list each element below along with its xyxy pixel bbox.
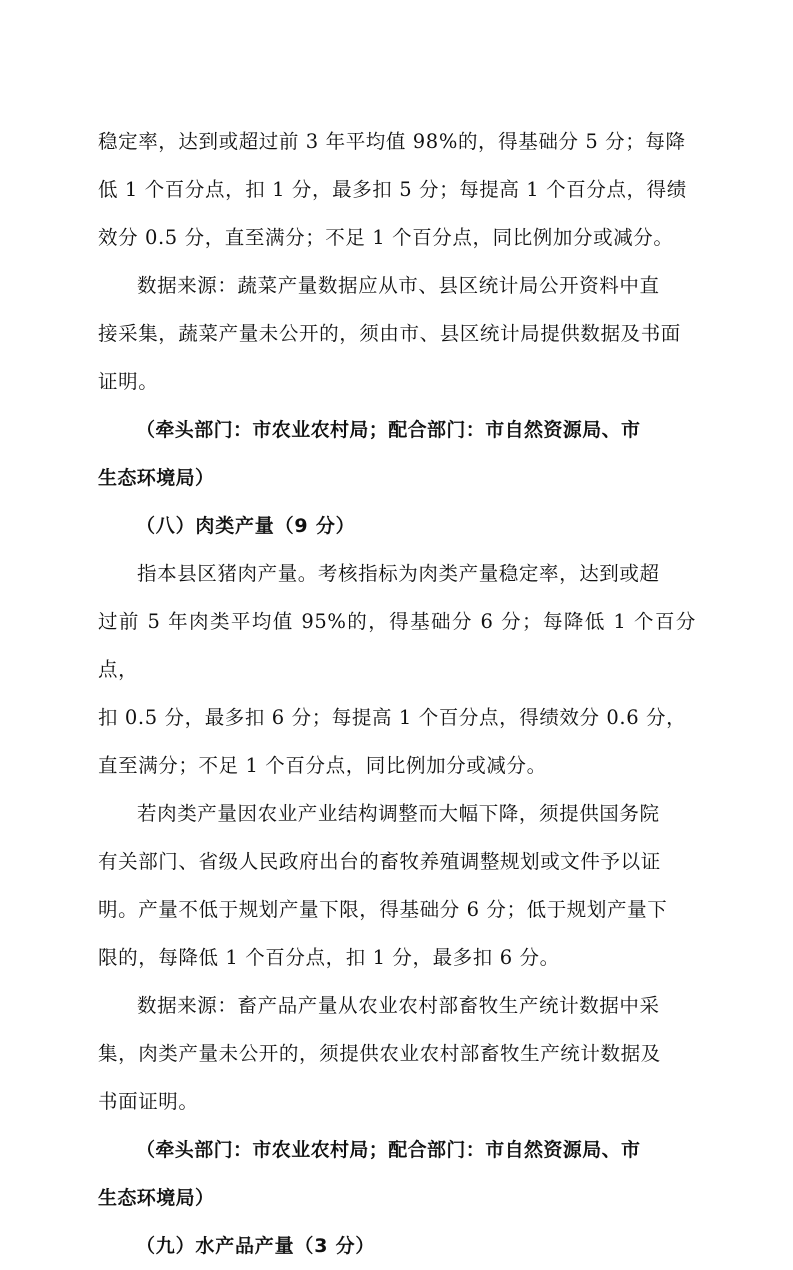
text-line: 集，肉类产量未公开的，须提供农业农村部畜牧生产统计数据及 xyxy=(98,1042,661,1065)
text-line: 限的，每降低 1 个百分点，扣 1 分，最多扣 6 分。 xyxy=(98,946,560,969)
paragraph-meat-scoring xyxy=(98,550,696,790)
paragraph-meat-adjustment xyxy=(98,790,696,982)
document-body xyxy=(98,118,696,1270)
paragraph-vegetable-scoring xyxy=(98,118,696,262)
paragraph-responsible-departments xyxy=(98,1126,696,1222)
text-line: （牵头部门：市农业农村局；配合部门：市自然资源局、市 xyxy=(136,1139,641,1161)
text-line: 直至满分；不足 1 个百分点，同比例加分或减分。 xyxy=(98,754,547,777)
text-line: 扣 0.5 分，最多扣 6 分；每提高 1 个百分点，得绩效分 0.6 分， xyxy=(98,706,687,729)
text-line: 生态环境局） xyxy=(98,467,215,489)
text-line: 有关部门、省级人民政府出台的畜牧养殖调整规划或文件予以证 xyxy=(98,850,661,873)
text-line: （牵头部门：市农业农村局；配合部门：市自然资源局、市 xyxy=(136,419,641,441)
section-heading-aquatic-output xyxy=(98,1222,696,1270)
text-line: 生态环境局） xyxy=(98,1187,215,1209)
text-line: 效分 0.5 分，直至满分；不足 1 个百分点，同比例加分或减分。 xyxy=(98,226,674,249)
text-line: 证明。 xyxy=(98,370,159,393)
text-line: 若肉类产量因农业产业结构调整而大幅下降，须提供国务院 xyxy=(137,802,660,825)
text-line: 数据来源：畜产品产量从农业农村部畜牧生产统计数据中采 xyxy=(137,994,660,1017)
heading-text: （八）肉类产量（9 分） xyxy=(136,515,356,537)
text-line: 低 1 个百分点，扣 1 分，最多扣 5 分；每提高 1 个百分点，得绩 xyxy=(98,178,687,201)
text-line: 稳定率，达到或超过前 3 年平均值 98%的，得基础分 5 分；每降 xyxy=(98,130,686,153)
heading-text: （九）水产品产量（3 分） xyxy=(136,1235,376,1257)
paragraph-responsible-departments xyxy=(98,406,696,502)
paragraph-meat-data-source xyxy=(98,982,696,1126)
text-line: 书面证明。 xyxy=(98,1090,199,1113)
text-line: 指本县区猪肉产量。考核指标为肉类产量稳定率，达到或超 xyxy=(137,562,660,585)
paragraph-vegetable-data-source xyxy=(98,262,696,406)
text-line: 过前 5 年肉类平均值 95%的，得基础分 6 分；每降低 1 个百分点， xyxy=(98,610,696,681)
text-line: 数据来源：蔬菜产量数据应从市、县区统计局公开资料中直 xyxy=(137,274,660,297)
text-line: 接采集，蔬菜产量未公开的，须由市、县区统计局提供数据及书面 xyxy=(98,322,681,345)
section-heading-meat-output xyxy=(98,502,696,550)
text-line: 明。产量不低于规划产量下限，得基础分 6 分；低于规划产量下 xyxy=(98,898,668,921)
